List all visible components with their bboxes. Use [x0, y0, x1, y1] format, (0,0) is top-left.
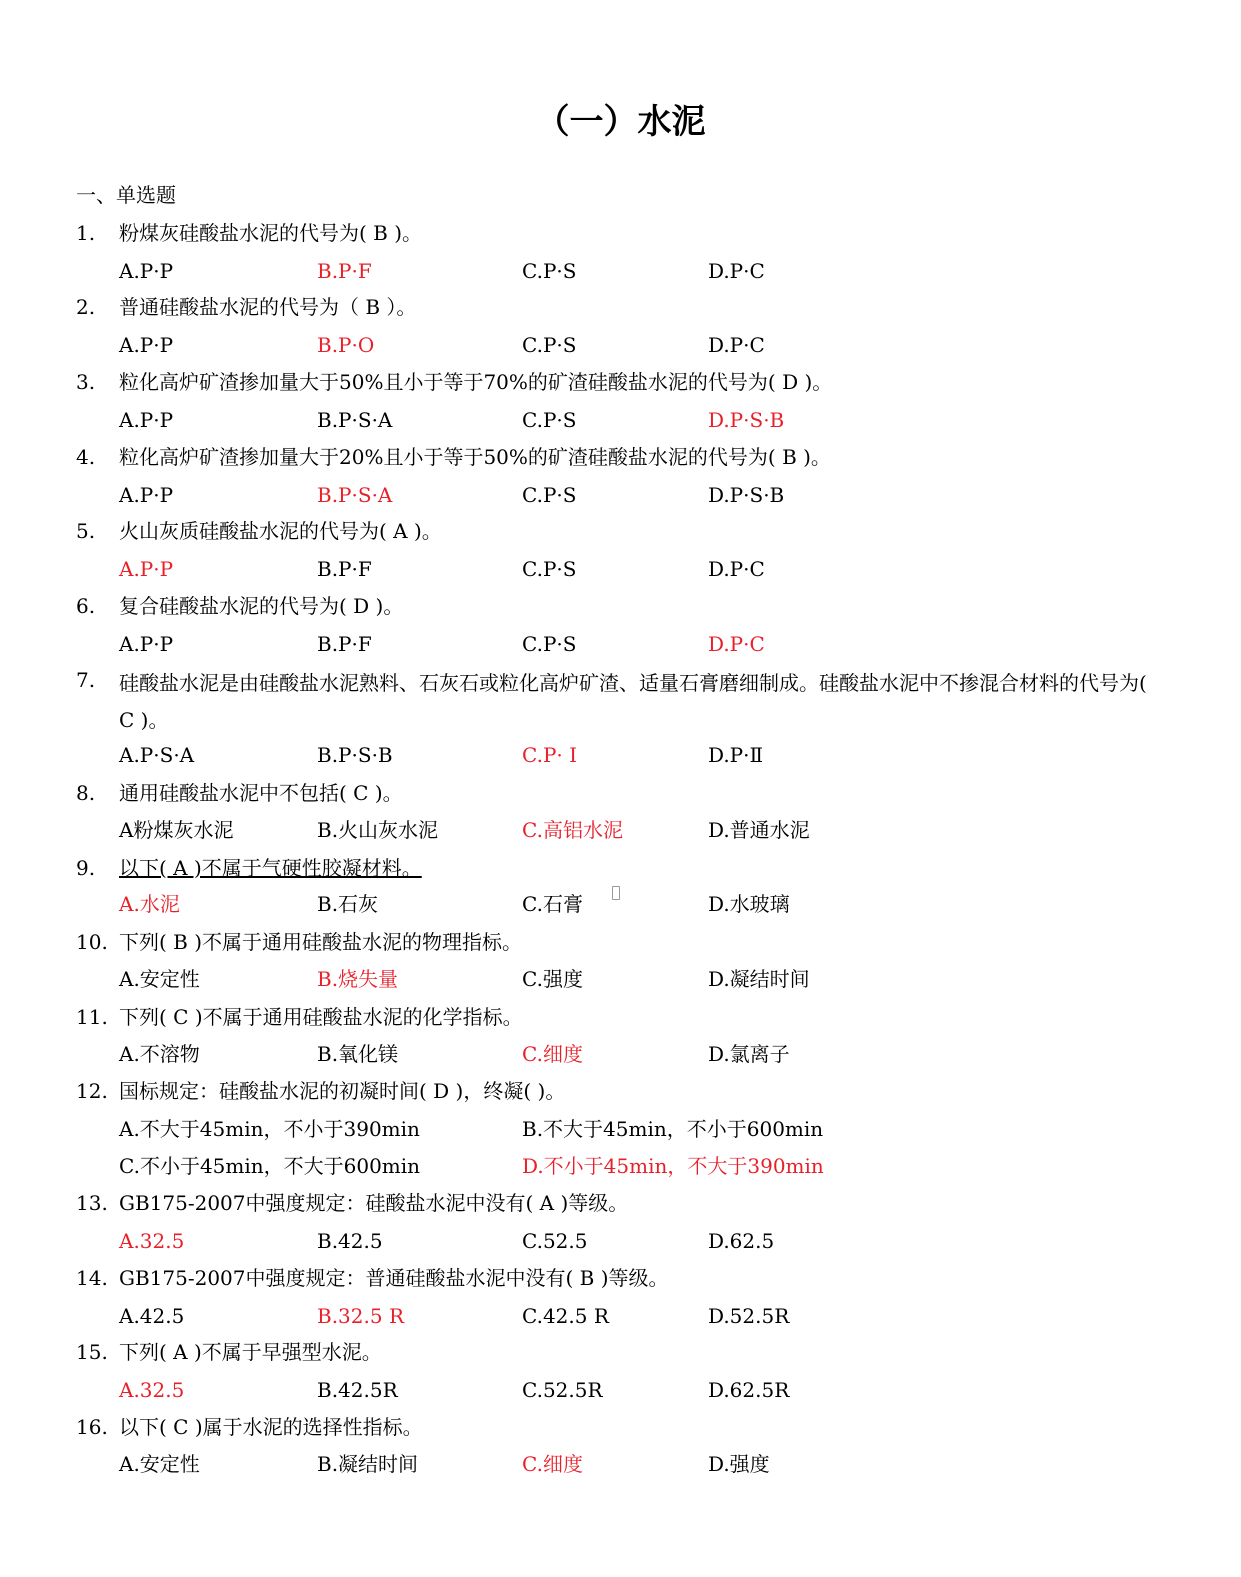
- option: C.P·S: [522, 632, 577, 656]
- question-text: 普通硅酸盐水泥的代号为（ B ）。: [119, 295, 417, 319]
- option-row: [0, 964, 1241, 994]
- option: A.不溶物: [119, 1042, 200, 1066]
- option: D.普通水泥: [708, 818, 810, 842]
- comment-marker-icon[interactable]: [612, 886, 620, 900]
- question-text: 下列( C )不属于通用硅酸盐水泥的化学指标。: [119, 1005, 523, 1029]
- option: B.P·S·B: [317, 743, 393, 767]
- option: B.凝结时间: [317, 1452, 419, 1476]
- question-row: [0, 778, 1241, 808]
- question-text: 火山灰质硅酸盐水泥的代号为( A )。: [119, 519, 442, 543]
- option-correct: B.烧失量: [317, 967, 399, 991]
- option-row: [0, 1151, 1241, 1181]
- option-correct: B.P·O: [317, 333, 375, 357]
- option: D.P·S·B: [708, 483, 785, 507]
- question-number: 6.: [76, 594, 96, 618]
- option: B.P·F: [317, 632, 372, 656]
- option: D.P·C: [708, 557, 765, 581]
- question-row: [0, 591, 1241, 621]
- option-row: [0, 1226, 1241, 1256]
- option: D.强度: [708, 1452, 770, 1476]
- option: B.火山灰水泥: [317, 818, 439, 842]
- question-number: 5.: [76, 519, 96, 543]
- question-row: [0, 1002, 1241, 1032]
- question-text: 国标规定：硅酸盐水泥的初凝时间( D )，终凝( )。: [119, 1079, 566, 1103]
- option-row: [0, 554, 1241, 584]
- option-correct: A.水泥: [119, 892, 180, 916]
- option-correct: B.P·F: [317, 259, 372, 283]
- option: D.水玻璃: [708, 892, 790, 916]
- question-text: 下列( A )不属于早强型水泥。: [119, 1340, 382, 1364]
- option: C.P·S: [522, 333, 577, 357]
- option: A.P·P: [119, 408, 174, 432]
- question-number: 12.: [76, 1079, 108, 1103]
- question-row: [0, 516, 1241, 546]
- option: C.42.5 R: [522, 1304, 609, 1328]
- question-number: 7.: [76, 668, 96, 692]
- option-correct: C.细度: [522, 1042, 583, 1066]
- question-number: 11.: [76, 1005, 108, 1029]
- question-text: 以下( C )属于水泥的选择性指标。: [119, 1415, 423, 1439]
- question-row: [0, 665, 1241, 732]
- question-row: [0, 1188, 1241, 1218]
- option: A.P·P: [119, 483, 174, 507]
- question-text: 通用硅酸盐水泥中不包括( C )。: [119, 781, 403, 805]
- option: B.P·S·A: [317, 408, 393, 432]
- option-row: [0, 256, 1241, 286]
- option: D.P·Ⅱ: [708, 743, 764, 767]
- option: A.P·P: [119, 632, 174, 656]
- option-correct: A.32.5: [119, 1378, 185, 1402]
- question-number: 15.: [76, 1340, 108, 1364]
- option-row: [0, 405, 1241, 435]
- option: D.P·C: [708, 333, 765, 357]
- section-heading: 一、单选题: [76, 183, 176, 207]
- option-row: [0, 1114, 1241, 1144]
- option: A.42.5: [119, 1304, 185, 1328]
- question-number: 14.: [76, 1266, 108, 1290]
- option: A.安定性: [119, 967, 200, 991]
- option-correct: B.P·S·A: [317, 483, 393, 507]
- option: D.P·C: [708, 259, 765, 283]
- option: B.不大于45min，不小于600min: [522, 1117, 824, 1141]
- option: B.氧化镁: [317, 1042, 399, 1066]
- option: D.62.5: [708, 1229, 775, 1253]
- question-number: 3.: [76, 370, 96, 394]
- option-row: [0, 1375, 1241, 1405]
- option-row: [0, 330, 1241, 360]
- option-correct: D.P·S·B: [708, 408, 785, 432]
- question-text: 下列( B )不属于通用硅酸盐水泥的物理指标。: [119, 930, 523, 954]
- option-row: [0, 740, 1241, 770]
- option: B.42.5R: [317, 1378, 398, 1402]
- question-number: 13.: [76, 1191, 108, 1215]
- question-row: [0, 1076, 1241, 1106]
- option-row: [0, 1301, 1241, 1331]
- question-text: GB175-2007中强度规定：普通硅酸盐水泥中没有( B )等级。: [119, 1266, 669, 1290]
- option: C.强度: [522, 967, 583, 991]
- question-row: [0, 218, 1241, 248]
- question-text: 硅酸盐水泥是由硅酸盐水泥熟料、石灰石或粒化高炉矿渣、适量石膏磨细制成。硅酸盐水泥中不掺混合材料的代号为( C )。: [119, 671, 1147, 732]
- question-number: 9.: [76, 856, 96, 880]
- question-row: [0, 367, 1241, 397]
- option: C.P·S: [522, 259, 577, 283]
- question-number: 10.: [76, 930, 108, 954]
- question-row: [0, 442, 1241, 472]
- option-correct: C.细度: [522, 1452, 583, 1476]
- option: C.不小于45min，不大于600min: [119, 1154, 421, 1178]
- option: B.P·F: [317, 557, 372, 581]
- option-row: [0, 1449, 1241, 1479]
- option-correct: D.不小于45min，不大于390min: [522, 1154, 824, 1178]
- question-text: 以下( A )不属于气硬性胶凝材料。: [119, 856, 422, 880]
- question-number: 8.: [76, 781, 96, 805]
- option: A.P·P: [119, 333, 174, 357]
- option: C.P·S: [522, 408, 577, 432]
- option: C.石膏: [522, 892, 583, 916]
- option: D.氯离子: [708, 1042, 790, 1066]
- option-row: [0, 1039, 1241, 1069]
- question-row: [0, 927, 1241, 957]
- question-text: 粒化高炉矿渣掺加量大于20%且小于等于50%的矿渣硅酸盐水泥的代号为( B )。: [119, 445, 831, 469]
- question-row: [0, 292, 1241, 322]
- question-number: 16.: [76, 1415, 108, 1439]
- option: A.不大于45min，不小于390min: [119, 1117, 420, 1141]
- option: C.52.5R: [522, 1378, 603, 1402]
- option-row: [0, 815, 1241, 845]
- question-number: 1.: [76, 221, 96, 245]
- option-correct: C.高铝水泥: [522, 818, 623, 842]
- option: B.石灰: [317, 892, 379, 916]
- option-row: [0, 629, 1241, 659]
- question-text: 粒化高炉矿渣掺加量大于50%且小于等于70%的矿渣硅酸盐水泥的代号为( D )。: [119, 370, 833, 394]
- option: D.凝结时间: [708, 967, 810, 991]
- option: B.42.5: [317, 1229, 383, 1253]
- option-row: [0, 889, 1241, 919]
- question-text: GB175-2007中强度规定：硅酸盐水泥中没有( A )等级。: [119, 1191, 629, 1215]
- option-correct: A.P·P: [119, 557, 174, 581]
- option: C.P·S: [522, 483, 577, 507]
- option: D.62.5R: [708, 1378, 790, 1402]
- option-correct: D.P·C: [708, 632, 765, 656]
- question-row: [0, 853, 1241, 883]
- option-correct: B.32.5 R: [317, 1304, 405, 1328]
- option: A粉煤灰水泥: [119, 818, 234, 842]
- question-row: [0, 1337, 1241, 1367]
- option-correct: A.32.5: [119, 1229, 185, 1253]
- page-title: （一）水泥: [535, 102, 706, 142]
- option: C.P·S: [522, 557, 577, 581]
- option: A.P·P: [119, 259, 174, 283]
- question-row: [0, 1263, 1241, 1293]
- question-number: 4.: [76, 445, 96, 469]
- option: A.安定性: [119, 1452, 200, 1476]
- question-number: 2.: [76, 295, 96, 319]
- question-row: [0, 1412, 1241, 1442]
- question-text: 复合硅酸盐水泥的代号为( D )。: [119, 594, 404, 618]
- question-text: 粉煤灰硅酸盐水泥的代号为( B )。: [119, 221, 423, 245]
- option-correct: C.P· Ⅰ: [522, 743, 578, 767]
- option: C.52.5: [522, 1229, 588, 1253]
- option: A.P·S·A: [119, 743, 195, 767]
- option-row: [0, 480, 1241, 510]
- option: D.52.5R: [708, 1304, 790, 1328]
